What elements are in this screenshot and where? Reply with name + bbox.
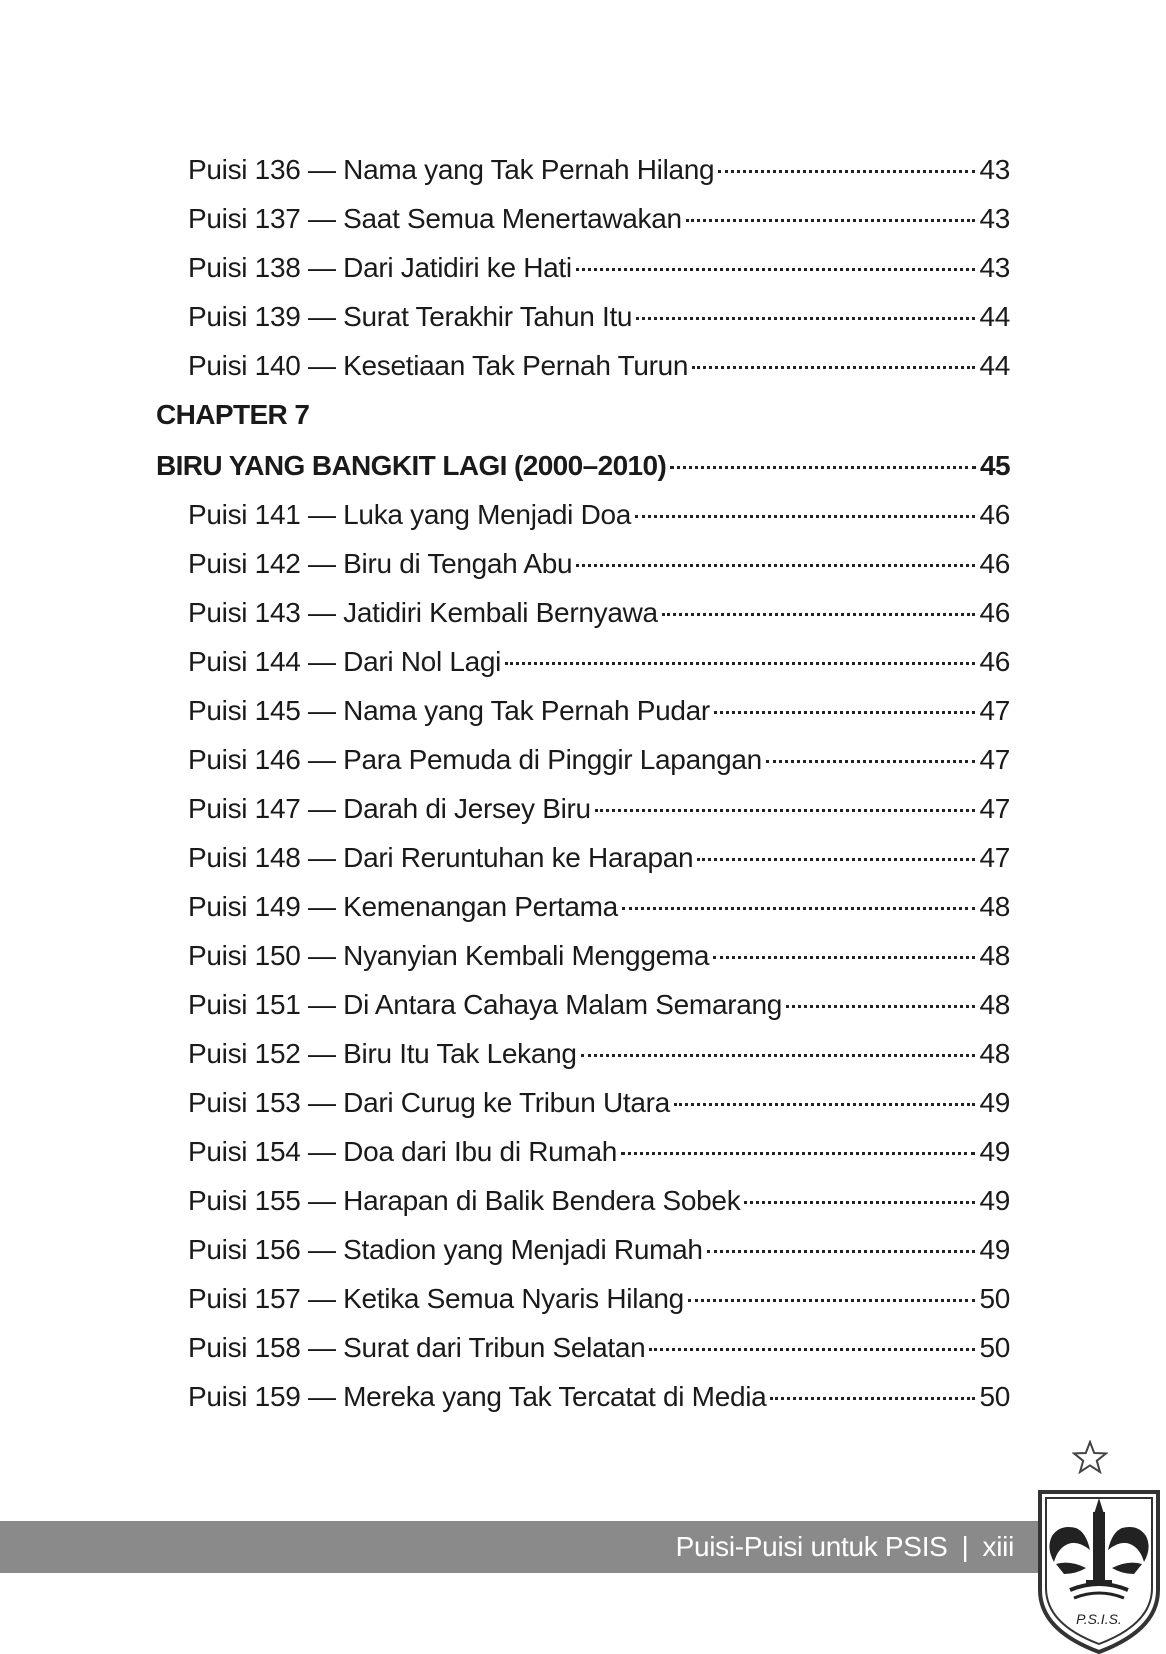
dot-leader: [714, 711, 976, 714]
toc-entry[interactable]: [188, 593, 1010, 633]
toc-entry[interactable]: [188, 936, 1010, 976]
toc-entry-page: 47: [979, 793, 1010, 824]
chapter-title-entry[interactable]: [156, 446, 1010, 486]
toc-entry[interactable]: [188, 1132, 1010, 1172]
dot-leader: [686, 219, 976, 222]
toc-entry-title: Puisi 140 — Kesetiaan Tak Pernah Turun: [188, 350, 689, 381]
chapter-label: CHAPTER 7: [156, 399, 310, 430]
dot-leader: [707, 1250, 976, 1253]
dot-leader: [697, 858, 975, 861]
footer-band: [0, 1521, 1040, 1573]
dot-leader: [674, 1103, 976, 1106]
toc-entry-page: 48: [979, 1038, 1010, 1069]
toc-entry[interactable]: [188, 346, 1010, 386]
dot-leader: [576, 268, 976, 271]
toc-entry[interactable]: [188, 789, 1010, 829]
toc-entry-page: 48: [979, 891, 1010, 922]
toc-entry[interactable]: [188, 1083, 1010, 1123]
toc-entry-page: 49: [979, 1087, 1010, 1118]
toc-entry[interactable]: [188, 199, 1010, 239]
toc-entry[interactable]: [188, 495, 1010, 535]
toc-entry-page: 47: [979, 842, 1010, 873]
dot-leader: [505, 662, 975, 665]
dot-leader: [595, 809, 976, 812]
toc-entry-page: 50: [979, 1381, 1010, 1412]
toc-entry-title: Puisi 154 — Doa dari Ibu di Rumah: [188, 1136, 617, 1167]
toc-entry-title: Puisi 148 — Dari Reruntuhan ke Harapan: [188, 842, 694, 873]
toc-entry-page: 43: [979, 154, 1010, 185]
psis-crest-icon: [1030, 1440, 1166, 1654]
toc-entry[interactable]: [188, 1377, 1010, 1417]
dot-leader: [766, 760, 976, 763]
toc-entry-title: Puisi 145 — Nama yang Tak Pernah Pudar: [188, 695, 710, 726]
toc-entry-page: 48: [979, 989, 1010, 1020]
toc-entry-title: Puisi 149 — Kemenangan Pertama: [188, 891, 618, 922]
toc-entry-page: 49: [979, 1185, 1010, 1216]
toc-entry-title: Puisi 143 — Jatidiri Kembali Bernyawa: [188, 597, 658, 628]
dot-leader: [770, 1397, 975, 1400]
toc-entry-title: Puisi 150 — Nyanyian Kembali Menggema: [188, 940, 710, 971]
toc-entry[interactable]: [188, 691, 1010, 731]
chapter-heading: [156, 395, 1010, 435]
toc-entry-title: Puisi 137 — Saat Semua Menertawakan: [188, 203, 682, 234]
dot-leader: [581, 1054, 976, 1057]
toc-entry[interactable]: [188, 1034, 1010, 1074]
dot-leader: [786, 1005, 975, 1008]
footer-separator: |: [961, 1531, 969, 1562]
toc-entry[interactable]: [188, 1279, 1010, 1319]
toc-entry-title: Puisi 152 — Biru Itu Tak Lekang: [188, 1038, 577, 1069]
toc-entry-title: Puisi 139 — Surat Terakhir Tahun Itu: [188, 301, 633, 332]
chapter-page: 45: [980, 450, 1010, 481]
toc-entry-page: 49: [979, 1234, 1010, 1265]
toc-entry-title: Puisi 141 — Luka yang Menjadi Doa: [188, 499, 632, 530]
toc-entry[interactable]: [188, 985, 1010, 1025]
toc-entry[interactable]: [188, 740, 1010, 780]
toc-entry-page: 46: [979, 597, 1010, 628]
dot-leader: [744, 1201, 975, 1204]
toc-entry-title: Puisi 144 — Dari Nol Lagi: [188, 646, 502, 677]
dot-leader: [649, 1348, 975, 1351]
toc-entry[interactable]: [188, 150, 1010, 190]
dot-leader: [713, 956, 975, 959]
dot-leader: [636, 317, 975, 320]
toc-entry-page: 47: [979, 744, 1010, 775]
toc-entry-title: Puisi 158 — Surat dari Tribun Selatan: [188, 1332, 646, 1363]
toc-entry[interactable]: [188, 1230, 1010, 1270]
toc-entry-title: Puisi 142 — Biru di Tengah Abu: [188, 548, 573, 579]
crest-text: P.S.I.S.: [1076, 1611, 1122, 1627]
toc-entry-title: Puisi 153 — Dari Curug ke Tribun Utara: [188, 1087, 670, 1118]
toc-entry[interactable]: [188, 544, 1010, 584]
running-footer: [676, 1521, 1014, 1573]
toc-entry[interactable]: [188, 838, 1010, 878]
toc-entry-page: 46: [979, 499, 1010, 530]
dot-leader: [662, 613, 976, 616]
dot-leader: [670, 466, 976, 469]
dot-leader: [621, 1152, 975, 1155]
toc-entry[interactable]: [188, 297, 1010, 337]
toc-entry-page: 43: [979, 252, 1010, 283]
toc-entry[interactable]: [188, 1328, 1010, 1368]
toc-entry-title: Puisi 155 — Harapan di Balik Bendera Sobek: [188, 1185, 741, 1216]
dot-leader: [622, 907, 976, 910]
dot-leader: [576, 564, 975, 567]
toc-entry-title: Puisi 151 — Di Antara Cahaya Malam Semarang: [188, 989, 783, 1020]
toc-entry-page: 46: [979, 548, 1010, 579]
toc-entry-title: Puisi 146 — Para Pemuda di Pinggir Lapangan: [188, 744, 762, 775]
chapter-title: BIRU YANG BANGKIT LAGI (2000–2010): [156, 450, 667, 481]
dot-leader: [692, 366, 975, 369]
toc-entry-title: Puisi 156 — Stadion yang Menjadi Rumah: [188, 1234, 703, 1265]
toc-entry-title: Puisi 157 — Ketika Semua Nyaris Hilang: [188, 1283, 684, 1314]
footer-page-number: xiii: [982, 1531, 1014, 1562]
dot-leader: [688, 1299, 976, 1302]
dot-leader: [635, 515, 975, 518]
toc-entry[interactable]: [188, 642, 1010, 682]
footer-book-title: Puisi-Puisi untuk PSIS: [675, 1531, 948, 1562]
toc-entry-title: Puisi 136 — Nama yang Tak Pernah Hilang: [188, 154, 715, 185]
toc-entry[interactable]: [188, 887, 1010, 927]
toc-entry-page: 49: [979, 1136, 1010, 1167]
toc-entry-page: 46: [979, 646, 1010, 677]
toc-entry-page: 50: [979, 1283, 1010, 1314]
toc-entry[interactable]: [188, 248, 1010, 288]
dot-leader: [718, 170, 975, 173]
toc-entry-page: 43: [979, 203, 1010, 234]
toc-entry-page: 44: [979, 301, 1010, 332]
toc-entry-page: 44: [979, 350, 1010, 381]
toc-entry-title: Puisi 159 — Mereka yang Tak Tercatat di Media: [188, 1381, 767, 1412]
toc-entry-page: 47: [979, 695, 1010, 726]
toc-entry-page: 48: [979, 940, 1010, 971]
toc-entry[interactable]: [188, 1181, 1010, 1221]
toc-entry-page: 50: [979, 1332, 1010, 1363]
toc-entry-title: Puisi 138 — Dari Jatidiri ke Hati: [188, 252, 572, 283]
toc-entry-title: Puisi 147 — Darah di Jersey Biru: [188, 793, 591, 824]
